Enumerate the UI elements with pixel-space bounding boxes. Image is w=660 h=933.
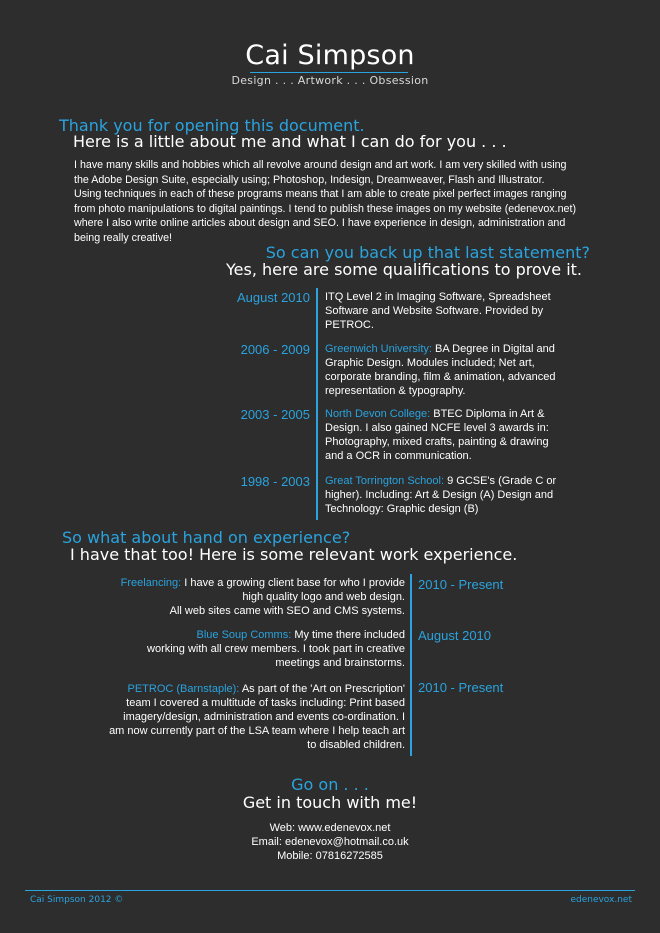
intro-line: from photo manipulations to digital paintings. I tend to publish these images on my website (edenevox.net) bbox=[74, 202, 577, 215]
contact-email: Email: edenevox@hotmail.co.uk bbox=[251, 836, 409, 848]
qualification-line: PETROC. bbox=[325, 319, 374, 331]
intro-line: being really creative! bbox=[74, 231, 173, 244]
footer-rule bbox=[25, 890, 635, 891]
name-title: Cai Simpson bbox=[245, 40, 415, 71]
qualification-line: ITQ Level 2 in Imaging Software, Spreadsheet bbox=[325, 291, 551, 303]
qualifications-subheading: Yes, here are some qualifications to prove it. bbox=[225, 260, 582, 279]
qualification-line: Design. I also gained NCFE level 3 awards in: bbox=[325, 422, 549, 434]
intro-subheading: Here is a little about me and what I can do for you . . . bbox=[73, 132, 507, 151]
qualification-institution: Great Torrington School: bbox=[325, 475, 445, 487]
contact-subheading: Get in touch with me! bbox=[242, 793, 418, 812]
qualifications-timeline-line bbox=[316, 288, 318, 520]
qualification-line: higher). Including: Art & Design (A) Design and bbox=[325, 489, 554, 501]
experience-line: My time there included bbox=[291, 629, 405, 641]
qualification-line: Graphic Design. Modules included; Net art, bbox=[325, 357, 535, 369]
qualification-line: corporate branding, film & animation, advanced bbox=[325, 371, 556, 383]
experience-line: I have a growing client base for who I provide bbox=[181, 577, 405, 589]
experience-subheading: I have that too! Here is some relevant work experience. bbox=[70, 545, 518, 564]
tagline: Design . . . Artwork . . . Obsession bbox=[231, 74, 429, 87]
qualification-line: Software and Website Software. Provided by bbox=[325, 305, 544, 317]
qualification-line: Technology: Graphic design (B) bbox=[325, 503, 479, 515]
footer-website: edenevox.net bbox=[570, 895, 632, 905]
experience-company: PETROC (Barnstaple): bbox=[127, 683, 240, 695]
intro-line: where I also write online articles about design and SEO. I have experience in design, administration and bbox=[74, 217, 566, 230]
experience-line: meetings and brainstorms. bbox=[275, 657, 405, 669]
experience-heading: So what about hand on experience? bbox=[62, 528, 351, 547]
qualification-entry bbox=[325, 342, 565, 398]
qualification-date: 2006 - 2009 bbox=[240, 342, 310, 357]
experience-date: August 2010 bbox=[418, 628, 492, 643]
footer-copyright: Cai Simpson 2012 © bbox=[30, 895, 124, 905]
qualification-line: representation & typography. bbox=[325, 385, 466, 397]
experience-timeline-line bbox=[410, 574, 412, 756]
intro-line: the Adobe Design Suite, especially using; Photoshop, Indesign, Dreamweaver, Flash and Illustrator. bbox=[74, 173, 545, 186]
experience-date: 2010 - Present bbox=[418, 577, 504, 592]
qualification-entry bbox=[325, 290, 565, 332]
qualification-line: BA Degree in Digital and bbox=[431, 343, 555, 355]
experience-line: imagery/design, administration and events co-ordination. I bbox=[123, 711, 405, 723]
contact-web: Web: www.edenevox.net bbox=[269, 822, 391, 834]
experience-entry bbox=[95, 682, 405, 752]
experience-line: high quality logo and web design. bbox=[242, 591, 405, 603]
experience-line: working with all crew members. I took part in creative bbox=[147, 643, 405, 655]
qualification-date: 2003 - 2005 bbox=[240, 407, 310, 422]
qualification-entry bbox=[325, 474, 565, 516]
contact-mobile: Mobile: 07816272585 bbox=[277, 850, 383, 862]
experience-company: Blue Soup Comms: bbox=[196, 629, 292, 641]
qualification-line: Photography, mixed crafts, painting & drawing bbox=[325, 436, 549, 448]
experience-line: All web sites came with SEO and CMS systems. bbox=[169, 605, 405, 617]
experience-line: am now currently part of the LSA team where I help teach art bbox=[109, 725, 405, 737]
name-underline bbox=[250, 72, 408, 73]
qualification-date: August 2010 bbox=[236, 290, 310, 305]
intro-paragraph bbox=[74, 158, 604, 246]
experience-company: Freelancing: bbox=[120, 577, 182, 589]
qualification-institution: Greenwich University: bbox=[325, 343, 432, 355]
qualification-date: 1998 - 2003 bbox=[240, 474, 310, 489]
qualification-line: 9 GCSE's (Grade C or bbox=[444, 475, 557, 487]
qualification-entry bbox=[325, 407, 565, 463]
experience-entry bbox=[95, 576, 405, 618]
intro-heading: Thank you for opening this document. bbox=[59, 116, 365, 135]
intro-line: I have many skills and hobbies which all revolve around design and art work. I am very skilled with using bbox=[74, 159, 567, 171]
experience-date: 2010 - Present bbox=[418, 680, 504, 695]
qualifications-heading: So can you back up that last statement? bbox=[265, 243, 590, 262]
qualification-institution: North Devon College: bbox=[325, 408, 431, 420]
qualification-line: BTEC Diploma in Art & bbox=[430, 408, 545, 420]
experience-line: team I covered a multitude of tasks including: Print based bbox=[126, 697, 405, 709]
contact-heading: Go on . . . bbox=[291, 775, 369, 794]
experience-entry bbox=[95, 628, 405, 670]
experience-line: As part of the 'Art on Prescription' bbox=[239, 683, 405, 695]
intro-line: Using techniques in each of these programs means that I am able to create pixel perfect images ranging bbox=[74, 188, 567, 201]
qualification-line: and a OCR in communication. bbox=[325, 450, 472, 462]
experience-line: to disabled children. bbox=[307, 739, 405, 751]
